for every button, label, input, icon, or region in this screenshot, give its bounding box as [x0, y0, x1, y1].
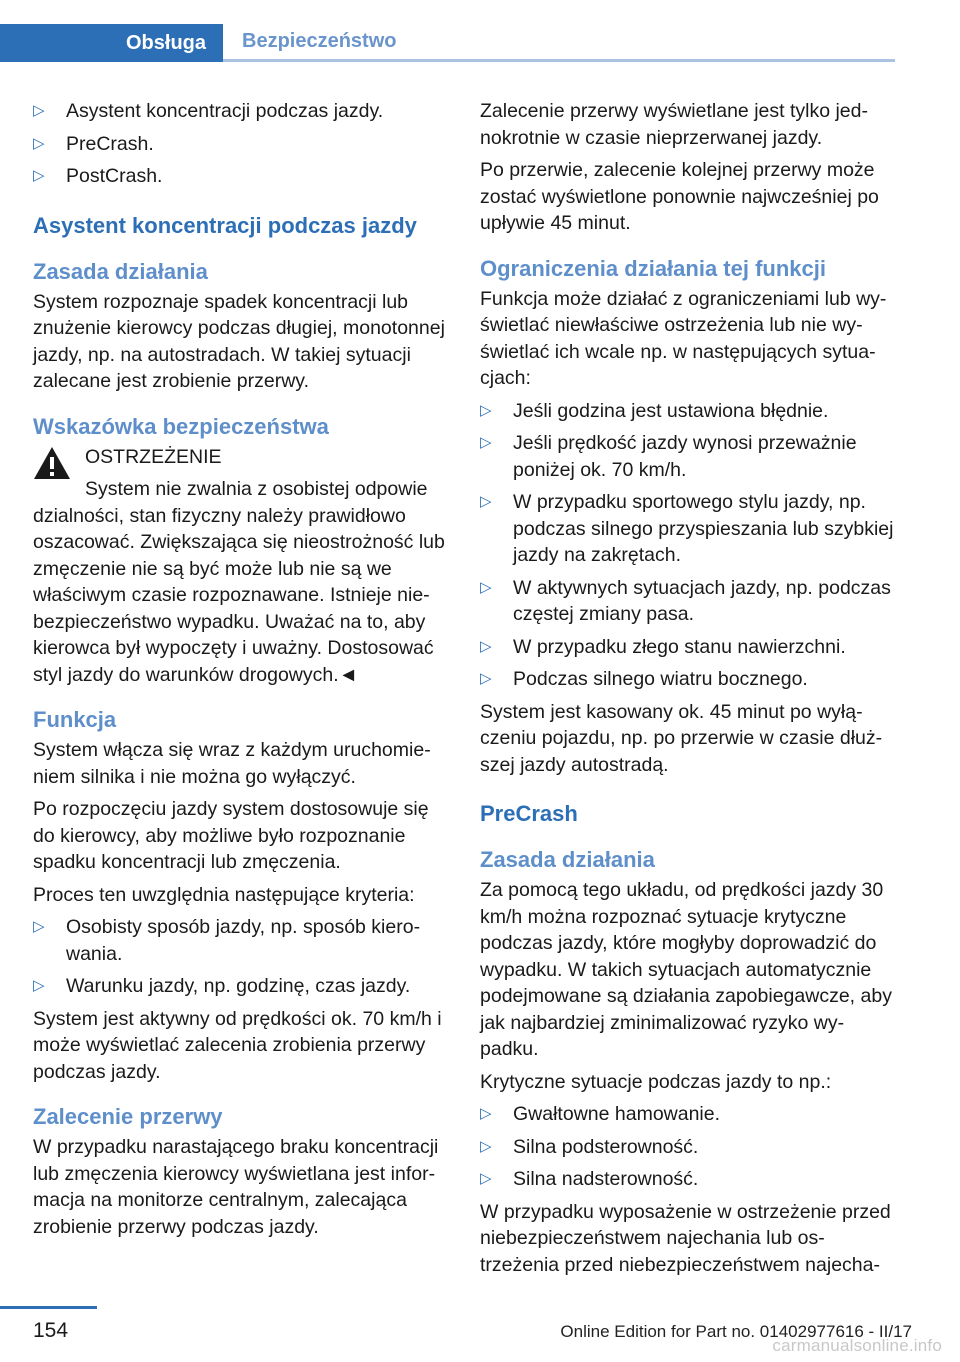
watermark: carmanualsonline.info: [772, 1336, 942, 1355]
triangle-bullet-icon: ▷: [480, 1105, 492, 1122]
triangle-bullet-icon: ▷: [480, 493, 492, 510]
list-item: ▷ Jeśli prędkość jazdy wynosi przeważnie poniżej ok. 70 km/h.: [480, 432, 857, 481]
paragraph-zalecenie: W przypadku narastającego braku koncentracji lub zmęczenia kierowcy wyświetlana jest informacja na monitorze centralnym, zalecająca zrobienie przerwy podczas jazdy.: [33, 1136, 439, 1238]
paragraph-2: Po przerwie, zalecenie kolejnej przerwy może zostać wyświetlone ponownie najwcześniej po upływie 45 minut.: [480, 159, 879, 234]
paragraph-1: Zalecenie przerwy wyświetlane jest tylko jednokrotnie w czasie nieprzerwanej jazdy.: [480, 100, 868, 149]
triangle-bullet-icon: ▷: [480, 670, 492, 687]
heading-precrash: PreCrash: [480, 801, 578, 826]
paragraph-kasowany: System jest kasowany ok. 45 minut po wyłączeniu pojazdu, np. po przerwie w czasie dłuższej jazdy autostradą.: [480, 700, 883, 776]
list-item: ▷ Osobisty sposób jazdy, np. sposób kierowania.: [33, 916, 421, 965]
paragraph-funkcja-3: Proces ten uwzględnia następujące kryteria:: [33, 883, 415, 906]
heading-zasada: Zasada działania: [33, 258, 208, 284]
warning-text: dzialności, stan fizyczny należy prawidłowo oszacować. Zwiększająca się nieostrożność lub zmęczenie nie są być może lub nie są we właściwym czasie rozpoznawane. Istnieje niebezpieczeństwo wypadku. Uważać na to, aby kierowca był wypoczęty i uważny. Dostosować styl jazdy do warunków drogowych.◄: [33, 504, 445, 686]
list-item: ▷ W przypadku sportowego stylu jazdy, np. podczas silnego przyspieszania lub szybkiej jazdy na zakrętach.: [480, 491, 894, 566]
paragraph-zasada: System rozpoznaje spadek koncentracji lub znużenie kierowcy podczas długiej, monotonnej jazdy, np. na autostradach. W takiej sytuacji zalecane jest zrobienie przerwy.: [33, 290, 445, 392]
triangle-bullet-icon: ▷: [33, 918, 45, 935]
list-item: ▷ Jeśli godzina jest ustawiona błędnie.: [480, 398, 895, 425]
list-item: ▷ Silna nadsterowność.: [480, 1166, 895, 1193]
warning-icon: [33, 446, 71, 480]
page-number: 154: [33, 1319, 69, 1342]
list-item: ▷ Gwałtowne hamowanie.: [480, 1101, 895, 1128]
warning-title: OSTRZEŻENIE: [85, 445, 222, 468]
paragraph-funkcja-1: System włącza się wraz z każdym uruchomieniem silnika i nie można go wyłączyć.: [33, 739, 431, 788]
paragraph-funkcja-4: System jest aktywny od prędkości ok. 70 km/h i może wyświetlać zalecenia zrobienia przerwy podczas jazdy.: [33, 1007, 442, 1083]
right-column: [480, 98, 895, 1284]
section-tabs: [0, 24, 895, 62]
intro-list: [33, 98, 451, 190]
paragraph-last: W przypadku wyposażenie w ostrzeżenie przed niebezpieczeństwem najechania lub ostrzeżenia przed niebezpieczeństwem najecha-: [480, 1200, 891, 1276]
heading-funkcja: Funkcja: [33, 707, 117, 732]
tab-bezpieczenstwo[interactable]: Bezpieczeństwo: [223, 24, 895, 62]
triangle-bullet-icon: ▷: [480, 1170, 492, 1187]
heading-wskazowka: Wskazówka bezpieczeństwa: [33, 413, 329, 439]
heading-ograniczenia: Ograniczenia działania tej funkcji: [480, 255, 826, 281]
left-column: [33, 98, 451, 1246]
krytyczne-list: [480, 1101, 895, 1193]
triangle-bullet-icon: ▷: [480, 1137, 492, 1155]
list-item: ▷ Warunku jazdy, np. godzinę, czas jazdy.: [33, 973, 451, 1000]
list-item: ▷ W aktywnych sytuacjach jazdy, np. podczas częstej zmiany pasa.: [480, 576, 891, 625]
warning-text-first: System nie zwalnia z osobistej odpowie: [85, 478, 428, 500]
heading-zalecenie: Zalecenie przerwy: [33, 1104, 223, 1129]
triangle-bullet-icon: ▷: [33, 134, 45, 152]
list-item: ▷ PreCrash.: [33, 131, 451, 158]
kryteria-list: [33, 914, 451, 1000]
paragraph-zasada-precrash: Za pomocą tego układu, od prędkości jazdy 30 km/h można rozpoznać sytuacje krytyczne podczas jazdy, które mogłyby doprowadzić do wypadku. W takich sytuacjach automatycznie podejmowane są działania zapobiegawcze, aby jak najbardziej zminimalizować ryzyko wypadku.: [480, 879, 892, 1060]
edition-text: Online Edition for Part no. 01402977616 - II/17: [560, 1322, 912, 1341]
paragraph-krytyczne: Krytyczne sytuacje podczas jazdy to np.:: [480, 1070, 832, 1093]
list-item: ▷ Asystent koncentracji podczas jazdy.: [33, 98, 451, 125]
list-item: ▷ Silna podsterowność.: [480, 1134, 895, 1161]
heading-zasada-precrash: Zasada działania: [480, 847, 655, 872]
triangle-bullet-icon: ▷: [480, 401, 492, 419]
list-item: ▷ PostCrash.: [33, 163, 451, 190]
triangle-bullet-icon: ▷: [480, 434, 492, 451]
heading-asystent: Asystent koncentracji podczas jazdy: [33, 212, 417, 238]
triangle-bullet-icon: ▷: [480, 637, 492, 655]
triangle-bullet-icon: ▷: [480, 578, 492, 596]
tab-obsluga[interactable]: Obsługa: [0, 24, 223, 62]
paragraph-funkcja-2: Po rozpoczęciu jazdy system dostosowuje się do kierowcy, aby możliwe było rozpoznanie spadku koncentracji lub zmęczenia.: [33, 798, 429, 873]
triangle-bullet-icon: ▷: [33, 167, 45, 184]
list-item: ▷ W przypadku złego stanu nawierzchni.: [480, 634, 895, 661]
ograniczenia-list: [480, 398, 895, 693]
footer-divider: [0, 1306, 97, 1309]
triangle-bullet-icon: ▷: [33, 977, 45, 994]
list-item: ▷ Podczas silnego wiatru bocznego.: [480, 666, 895, 693]
paragraph-ograniczenia: Funkcja może działać z ograniczeniami lub wyświetlać niewłaściwe ostrzeżenia lub nie wyświetlać ich wcale np. w następujących sytuacjach:: [480, 287, 887, 389]
triangle-bullet-icon: ▷: [33, 102, 45, 119]
warning-box: [33, 444, 451, 689]
